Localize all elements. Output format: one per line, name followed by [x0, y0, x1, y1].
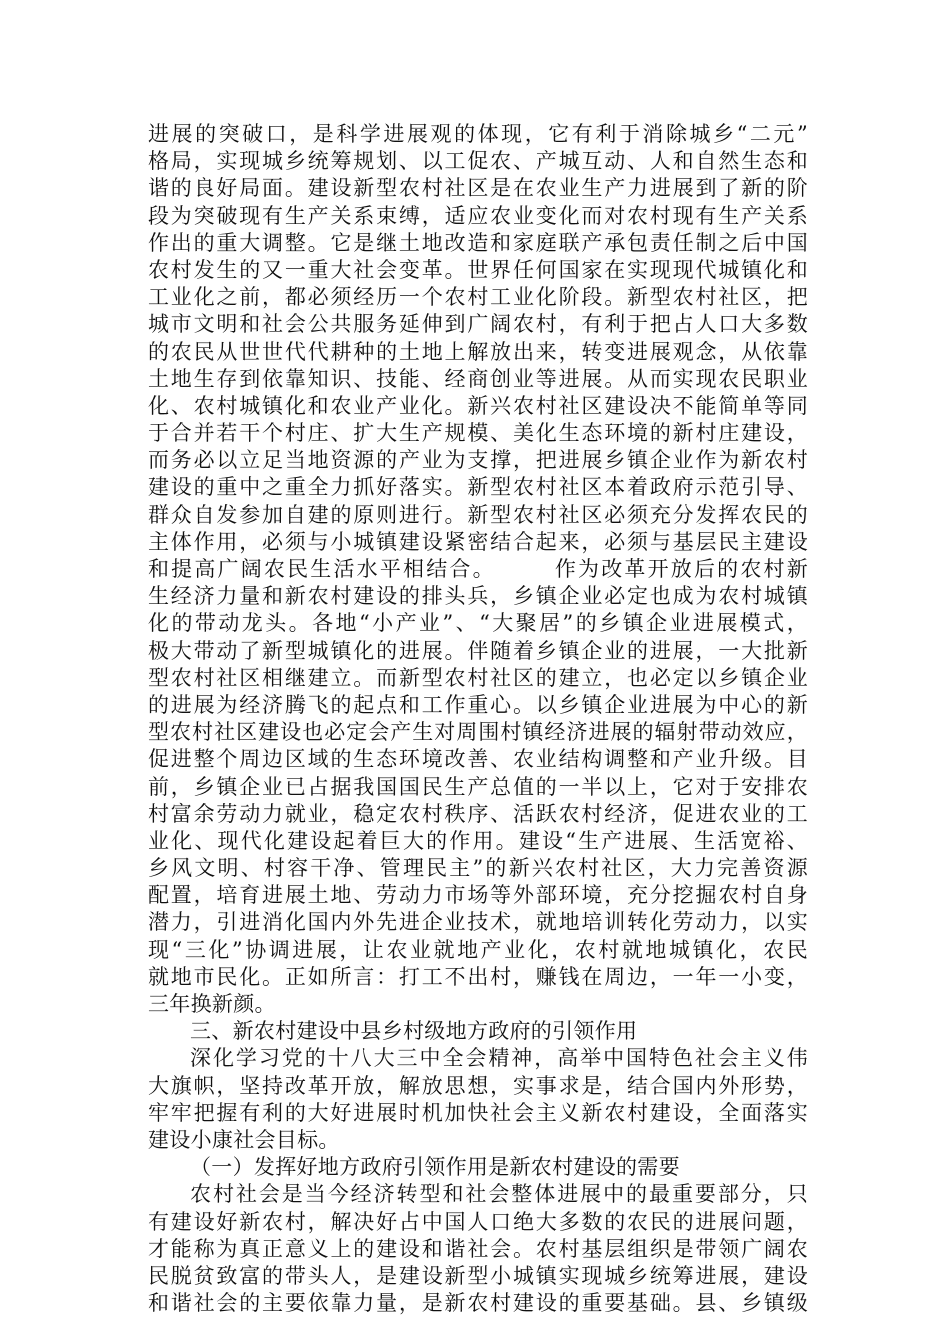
text-line: 就地市民化。正如所言：打工不出村，赚钱在周边，一年一小变，: [148, 964, 808, 989]
text-line: 工业化之前，都必须经历一个农村工业化阶段。新型农村社区，把: [148, 285, 808, 310]
text-line: 前，乡镇企业已占据我国国民生产总值的一半以上，它对于安排农: [148, 774, 808, 799]
text-line: 型农村社区建设也必定会产生对周围村镇经济进展的辐射带动效应，: [148, 720, 808, 745]
text-line: 的农民从世世代代耕种的土地上解放出来，转变进展观念，从依靠: [148, 339, 808, 364]
text-line: 格局，实现城乡统筹规划、以工促农、产城互动、人和自然生态和: [148, 149, 808, 174]
text-line: 农村社会是当今经济转型和社会整体进展中的最重要部分，只: [190, 1182, 808, 1207]
text-line: 极大带动了新型城镇化的进展。伴随着乡镇企业的进展，一大批新: [148, 638, 808, 663]
text-line: 化的带动龙头。各地“小产业”、“大聚居”的乡镇企业进展模式，: [148, 611, 808, 636]
text-line: 化、农村城镇化和农业产业化。新兴农村社区建设决不能简单等同: [148, 393, 808, 418]
text-line: 土地生存到依靠知识、技能、经商创业等进展。从而实现农民职业: [148, 366, 808, 391]
text-line: 城市文明和社会公共服务延伸到广阔农村，有利于把占人口大多数: [148, 312, 808, 337]
body-text: [148, 121, 808, 1317]
text-line: 和谐社会的主要依靠力量，是新农村建设的重要基础。县、乡镇级: [148, 1291, 808, 1316]
text-line: 牢牢把握有利的大好进展时机加快社会主义新农村建设，全面落实: [148, 1100, 808, 1125]
text-line: 和提高广阔农民生活水平相结合。 作为改革开放后的农村新: [148, 557, 808, 581]
text-line: 型农村社区相继建立。而新型农村社区的建立，也必定以乡镇企业: [148, 665, 808, 690]
text-line: 深化学习党的十八大三中全会精神，高举中国特色社会主义伟: [190, 1046, 808, 1071]
text-line: 进展的突破口，是科学进展观的体现，它有利于消除城乡“二元”: [148, 122, 808, 146]
text-line: 村富余劳动力就业，稳定农村秩序、活跃农村经济，促进农业的工: [148, 801, 808, 826]
text-line: 才能称为真正意义上的建设和谐社会。农村基层组织是带领广阔农: [148, 1236, 808, 1261]
text-line: 潜力，引进消化国内外先进企业技术，就地培训转化劳动力，以实: [148, 910, 808, 935]
text-line: 三、新农村建设中县乡村级地方政府的引领作用: [190, 1019, 638, 1044]
text-line: 而务必以立足当地资源的产业为支撑，把进展乡镇企业作为新农村: [148, 448, 808, 473]
text-line: 民脱贫致富的带头人，是建设新型小城镇实现城乡统筹进展，建设: [148, 1263, 808, 1288]
text-line: 段为突破现有生产关系束缚，适应农业变化而对农村现有生产关系: [148, 203, 808, 228]
text-line: 现“三化”协调进展，让农业就地产业化，农村就地城镇化，农民: [148, 937, 808, 962]
text-line: 谐的良好局面。建设新型农村社区是在农业生产力进展到了新的阶: [148, 176, 808, 201]
text-line: 促进整个周边区域的生态环境改善、农业结构调整和产业升级。目: [148, 747, 808, 772]
text-line: 乡风文明、村容干净、管理民主”的新兴农村社区，大力完善资源: [148, 856, 808, 881]
text-line: 建设的重中之重全力抓好落实。新型农村社区本着政府示范引导、: [148, 475, 808, 500]
text-line: 业化、现代化建设起着巨大的作用。建设“生产进展、生活宽裕、: [148, 828, 808, 853]
text-line: 有建设好新农村，解决好占中国人口绝大多数的农民的进展问题，: [148, 1209, 808, 1234]
text-line: 作出的重大调整。它是继土地改造和家庭联产承包责任制之后中国: [148, 230, 808, 255]
text-line: 主体作用，必须与小城镇建设紧密结合起来，必须与基层民主建设: [148, 529, 808, 554]
text-line: （一）发挥好地方政府引领作用是新农村建设的需要: [190, 1155, 680, 1180]
text-line: 农村发生的又一重大社会变革。世界任何国家在实现现代城镇化和: [148, 257, 808, 282]
text-line: 大旗帜，坚持改革开放，解放思想，实事求是，结合国内外形势，: [148, 1073, 808, 1098]
text-line: 生经济力量和新农村建设的排头兵，乡镇企业必定也成为农村城镇: [148, 584, 808, 609]
text-line: 群众自发参加自建的原则进行。新型农村社区必须充分发挥农民的: [148, 502, 808, 527]
text-line: 建设小康社会目标。: [148, 1127, 340, 1152]
text-line: 的进展为经济腾飞的起点和工作重心。以乡镇企业进展为中心的新: [148, 692, 808, 717]
text-line: 配置，培育进展土地、劳动力市场等外部环境，充分挖掘农村自身: [148, 883, 808, 908]
text-line: 于合并若干个村庄、扩大生产规模、美化生态环境的新村庄建设，: [148, 421, 808, 446]
text-line: 三年换新颜。: [148, 992, 276, 1016]
